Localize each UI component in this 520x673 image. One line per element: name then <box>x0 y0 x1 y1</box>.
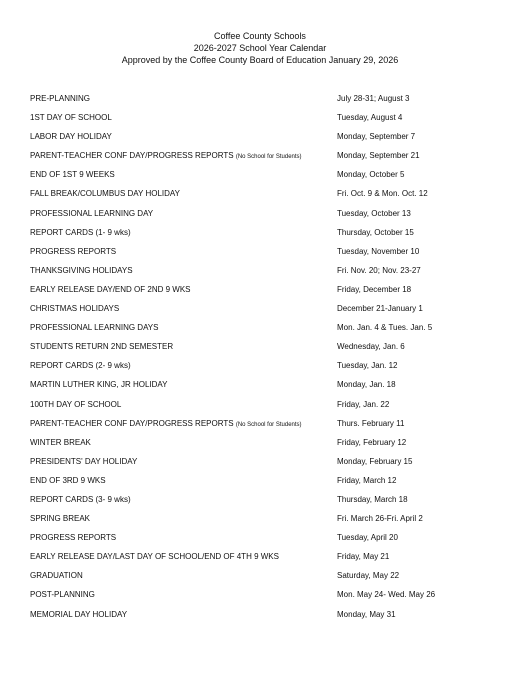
event-label: GRADUATION <box>30 571 83 581</box>
event-row <box>30 589 500 608</box>
event-label: WINTER BREAK <box>30 437 91 447</box>
event-label: PRESIDENTS' DAY HOLIDAY <box>30 456 138 466</box>
event-label: SPRING BREAK <box>30 514 91 524</box>
event-name <box>30 188 180 200</box>
event-note: (No School for Students) <box>235 421 302 428</box>
event-date: Mon. May 24- Wed. May 26 <box>337 590 436 600</box>
event-row <box>30 112 500 131</box>
event-name <box>30 494 131 506</box>
event-row <box>30 322 500 341</box>
event-label: PARENT-TEACHER CONF DAY/PROGRESS REPORTS <box>30 418 234 428</box>
event-date: Tuesday, August 4 <box>337 113 403 123</box>
event-row <box>30 303 500 322</box>
event-row <box>30 456 500 475</box>
event-label: LABOR DAY HOLIDAY <box>30 132 112 142</box>
event-date: Friday, Jan. 22 <box>337 399 390 409</box>
event-label: PROFESSIONAL LEARNING DAY <box>30 208 154 218</box>
event-label: MARTIN LUTHER KING, JR HOLIDAY <box>30 380 168 390</box>
event-date: July 28-31; August 3 <box>337 94 410 103</box>
event-date: Thurs. February 11 <box>337 418 405 428</box>
event-label: THANKSGIVING HOLIDAYS <box>30 265 133 275</box>
event-name <box>30 379 168 391</box>
event-label: END OF 1ST 9 WEEKS <box>30 170 115 180</box>
approval-line: Approved by the Coffee County Board of Education January 29, 2026 <box>121 55 399 65</box>
event-row <box>30 494 500 513</box>
event-row <box>30 150 500 169</box>
event-date: Wednesday, Jan. 6 <box>337 342 405 352</box>
event-row <box>30 418 500 437</box>
event-row <box>30 284 500 303</box>
event-date: Friday, December 18 <box>337 284 412 294</box>
event-date: Monday, September 21 <box>337 151 420 161</box>
event-name <box>30 418 302 431</box>
event-row <box>30 570 500 589</box>
event-date: Monday, Jan. 18 <box>337 380 396 390</box>
event-name <box>30 93 90 105</box>
event-label: FALL BREAK/COLUMBUS DAY HOLIDAY <box>30 189 180 199</box>
event-date: Mon. Jan. 4 & Tues. Jan. 5 <box>337 323 433 333</box>
document-header <box>0 30 520 66</box>
event-label: END OF 3RD 9 WKS <box>30 475 106 485</box>
event-row <box>30 265 500 284</box>
event-label: EARLY RELEASE DAY/LAST DAY OF SCHOOL/END OF 4TH 9 WKS <box>30 552 279 562</box>
event-row <box>30 399 500 418</box>
event-name <box>30 284 191 296</box>
event-label: REPORT CARDS (2- 9 wks) <box>30 361 131 371</box>
event-row <box>30 475 500 494</box>
event-label: PROFESSIONAL LEARNING DAYS <box>30 323 159 333</box>
event-date: Tuesday, April 20 <box>337 533 398 543</box>
event-label: 100TH DAY OF SCHOOL <box>30 399 122 409</box>
event-name <box>30 265 133 277</box>
event-date: December 21-January 1 <box>337 304 423 314</box>
event-name <box>30 399 121 411</box>
event-row <box>30 246 500 265</box>
event-date: Monday, September 7 <box>337 132 416 142</box>
event-row <box>30 360 500 379</box>
event-name <box>30 169 115 181</box>
event-date: Thursday, March 18 <box>337 494 408 504</box>
event-label: CHRISTMAS HOLIDAYS <box>30 304 120 314</box>
event-name <box>30 150 302 163</box>
event-name <box>30 112 112 124</box>
event-label: REPORT CARDS (3- 9 wks) <box>30 494 131 504</box>
event-label: PRE-PLANNING <box>30 94 91 103</box>
event-name <box>30 570 83 582</box>
event-label: MEMORIAL DAY HOLIDAY <box>30 609 128 619</box>
event-row <box>30 437 500 456</box>
event-name <box>30 551 279 563</box>
event-label: 1ST DAY OF SCHOOL <box>30 113 112 123</box>
event-label: PROGRESS REPORTS <box>30 246 117 256</box>
event-name <box>30 208 153 220</box>
event-row <box>30 609 500 628</box>
event-row <box>30 188 500 207</box>
event-name <box>30 246 116 258</box>
event-label: PROGRESS REPORTS <box>30 533 117 543</box>
event-name <box>30 532 116 544</box>
event-row <box>30 208 500 227</box>
event-name <box>30 609 127 621</box>
event-row <box>30 532 500 551</box>
event-row <box>30 131 500 150</box>
event-date: Friday, February 12 <box>337 437 407 447</box>
event-date: Fri. Nov. 20; Nov. 23-27 <box>337 265 421 275</box>
event-name <box>30 513 90 525</box>
event-row <box>30 551 500 570</box>
event-name <box>30 456 137 468</box>
event-label: REPORT CARDS (1- 9 wks) <box>30 227 131 237</box>
event-name <box>30 437 91 449</box>
event-name <box>30 227 131 239</box>
event-date: Friday, March 12 <box>337 475 397 485</box>
event-date: Tuesday, November 10 <box>337 246 420 256</box>
event-label: POST-PLANNING <box>30 590 95 600</box>
event-row <box>30 227 500 246</box>
event-row <box>30 341 500 360</box>
event-date: Friday, May 21 <box>337 552 390 562</box>
event-date: Tuesday, Jan. 12 <box>337 361 398 371</box>
event-name <box>30 322 158 334</box>
event-date: Saturday, May 22 <box>337 571 400 581</box>
event-name <box>30 475 106 487</box>
event-name <box>30 360 131 372</box>
event-name <box>30 341 173 353</box>
event-date: Tuesday, October 13 <box>337 208 411 218</box>
event-date: Monday, October 5 <box>337 170 405 180</box>
event-label: EARLY RELEASE DAY/END OF 2ND 9 WKS <box>30 284 191 294</box>
event-label: STUDENTS RETURN 2ND SEMESTER <box>30 342 174 352</box>
event-list <box>30 93 500 628</box>
event-date: Thursday, October 15 <box>337 227 414 237</box>
calendar-title: 2026-2027 School Year Calendar <box>193 43 327 53</box>
event-date: Monday, May 31 <box>337 609 396 619</box>
event-row <box>30 513 500 532</box>
event-row <box>30 379 500 398</box>
event-row <box>30 93 500 112</box>
event-date: Monday, February 15 <box>337 456 413 466</box>
event-date: Fri. Oct. 9 & Mon. Oct. 12 <box>337 189 428 199</box>
event-name <box>30 131 112 143</box>
event-label: PARENT-TEACHER CONF DAY/PROGRESS REPORTS <box>30 151 234 161</box>
event-row <box>30 169 500 188</box>
event-date: Fri. March 26-Fri. April 2 <box>337 514 423 524</box>
event-note: (No School for Students) <box>235 154 302 161</box>
event-name <box>30 589 95 601</box>
district-name: Coffee County Schools <box>214 31 306 41</box>
event-name <box>30 303 119 315</box>
